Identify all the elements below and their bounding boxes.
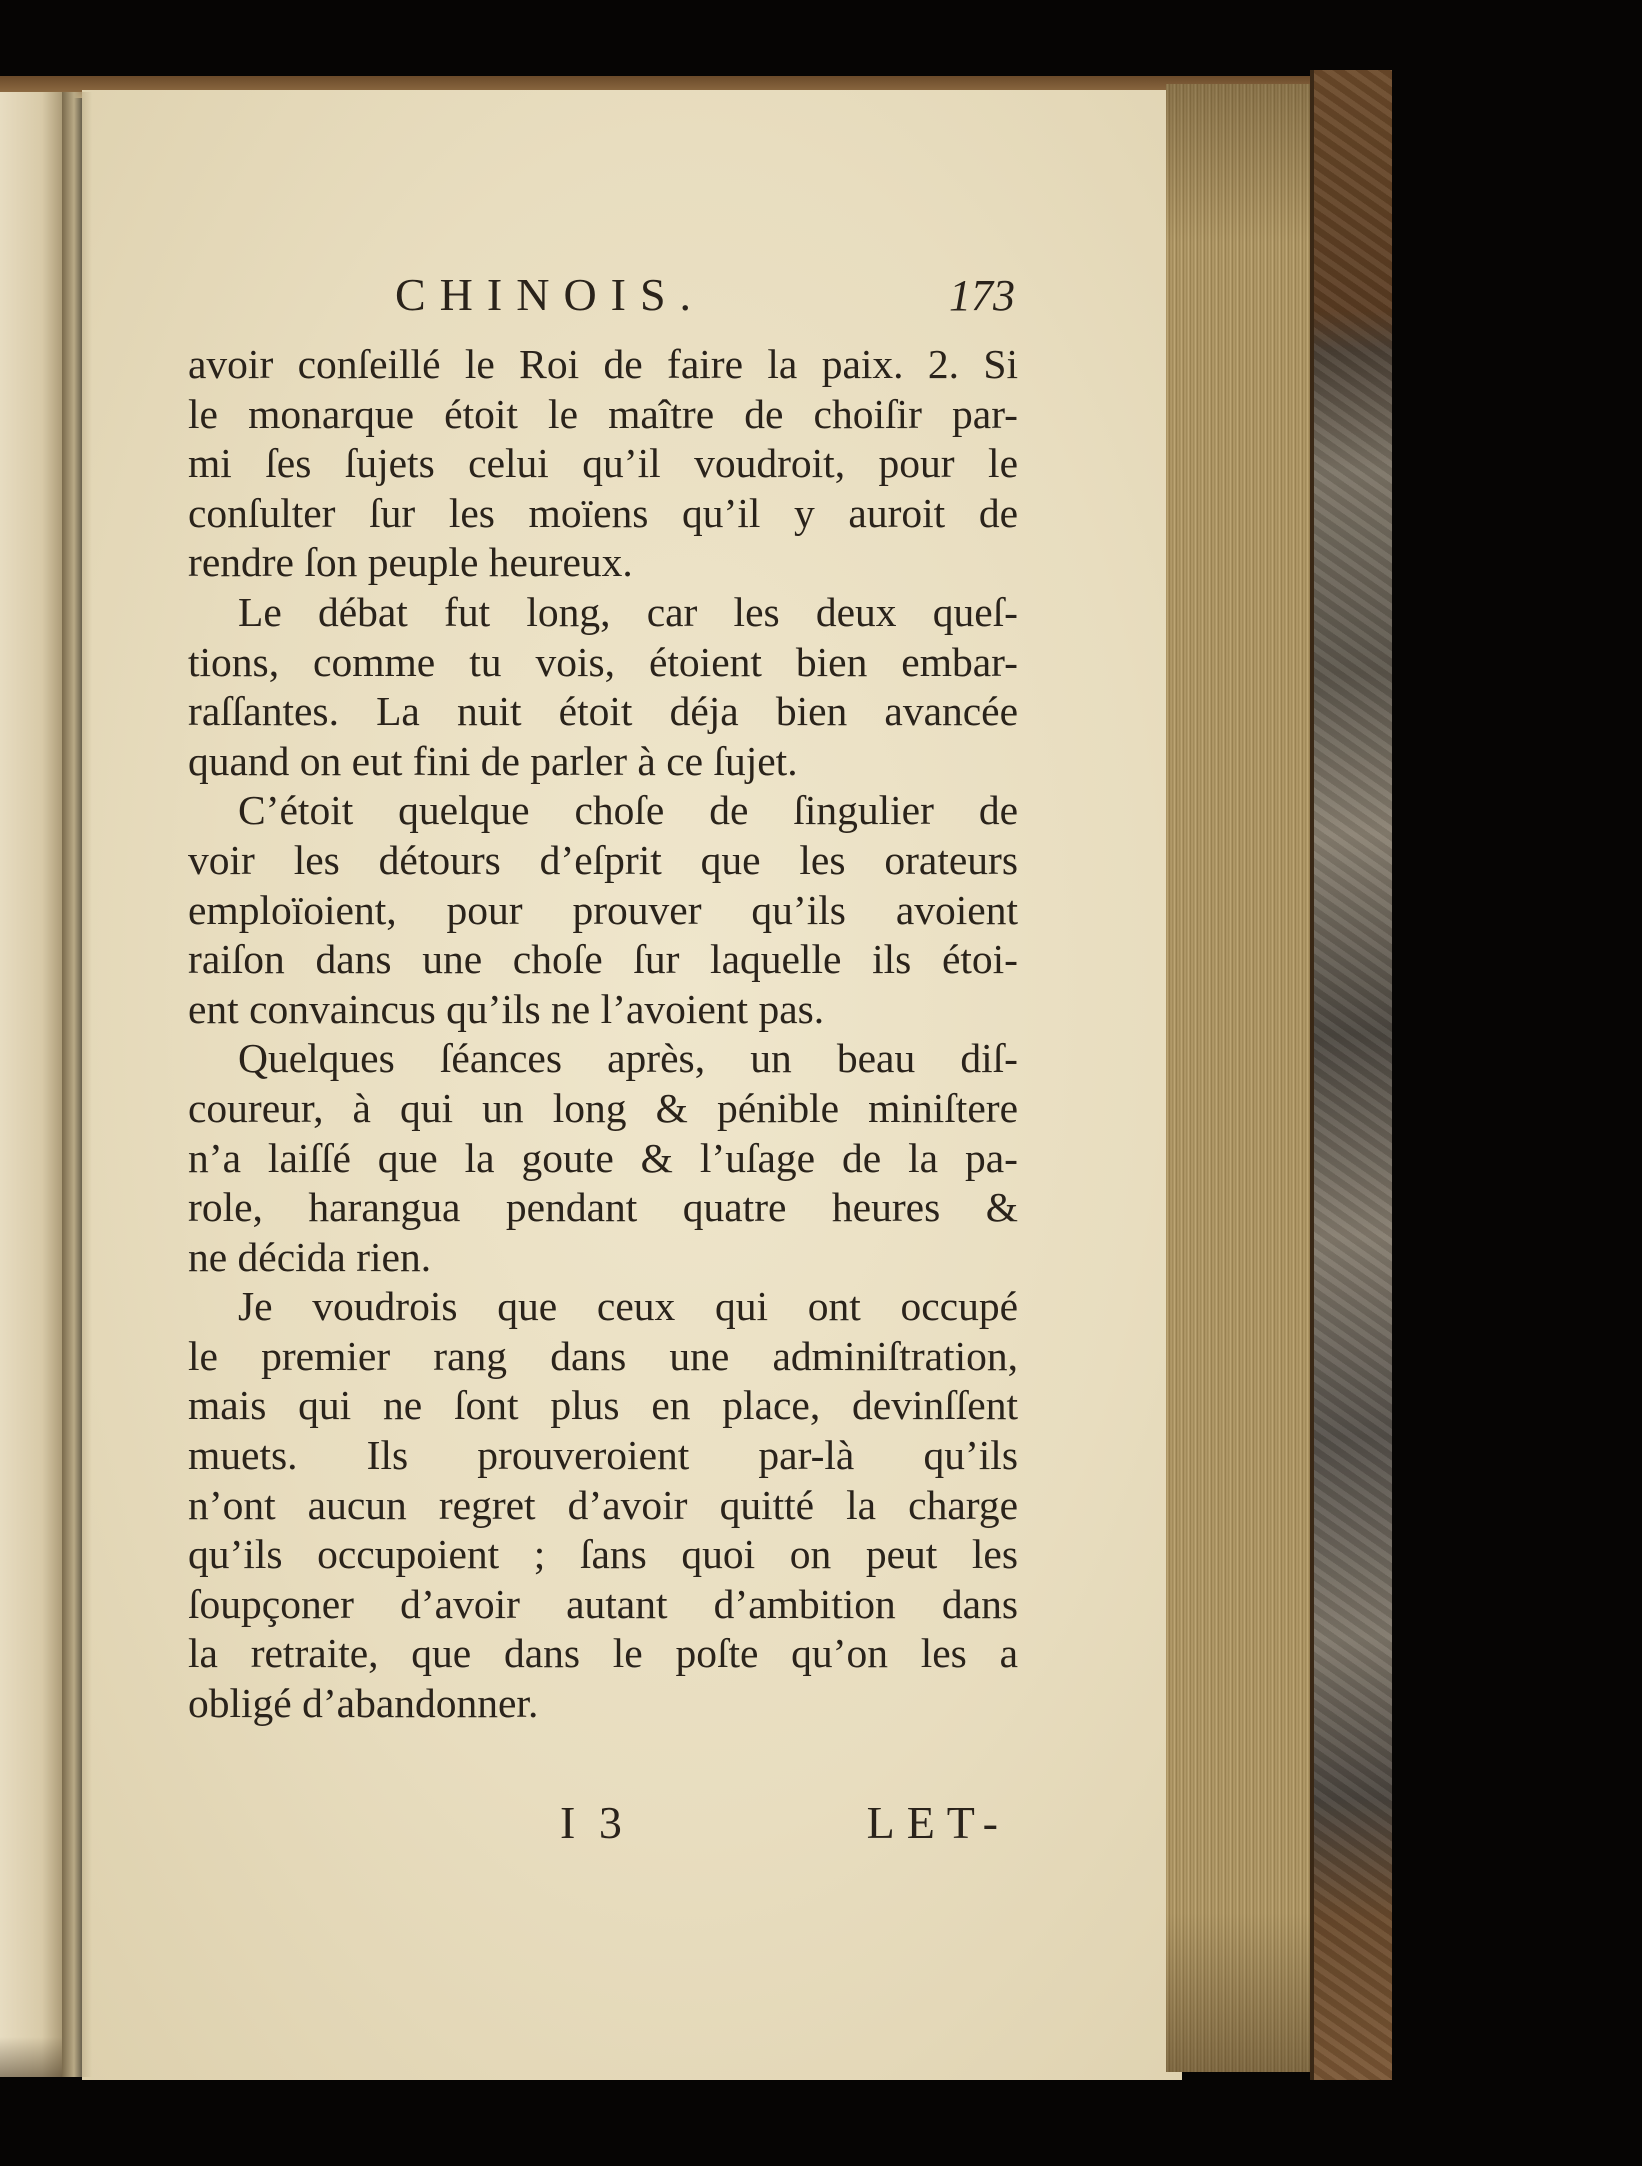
- text-line: ent convaincus qu’ils ne l’avoient pas.: [188, 985, 825, 1032]
- text-line: C’étoit quelque choſe de ſingulier de: [238, 787, 1018, 834]
- text-line: n’ont aucun regret d’avoir quitté la charge: [188, 1481, 1018, 1528]
- left-page-edge: [0, 92, 70, 2077]
- text-line: tions, comme tu vois, étoient bien embar-: [188, 638, 1018, 685]
- gutter-shadow: [62, 92, 92, 2077]
- text-line: Je voudrois que ceux qui ont occupé: [238, 1283, 1018, 1330]
- text-line: rendre ſon peuple heureux.: [188, 539, 633, 586]
- page-number: 173: [949, 271, 1015, 320]
- text-line: le monarque étoit le maître de choiſir par-: [188, 390, 1018, 437]
- text-line: le premier rang dans une adminiſtration,: [188, 1332, 1018, 1379]
- text-line: n’a laiſſé que la goute & l’uſage de la pa-: [188, 1134, 1018, 1181]
- text-line: voir les détours d’eſprit que les orateurs: [188, 836, 1018, 883]
- text-line: la retraite, que dans le poſte qu’on les a: [188, 1630, 1018, 1677]
- text-line: quand on eut fini de parler à ce ſujet.: [188, 737, 798, 784]
- text-line: emploïoient, pour prouver qu’ils avoient: [188, 886, 1018, 933]
- signature-mark: I 3: [560, 1797, 628, 1848]
- marbled-back-cover: [1310, 70, 1392, 2080]
- text-line: conſulter ſur les moïens qu’il y auroit de: [188, 489, 1018, 536]
- text-line: raſſantes. La nuit étoit déja bien avancée: [188, 688, 1018, 735]
- text-line: avoir conſeillé le Roi de faire la paix. 2. Si: [188, 341, 1018, 387]
- body-text: [188, 340, 1018, 1729]
- text-line: Quelques ſéances après, un beau diſ-: [238, 1035, 1018, 1082]
- text-line: coureur, à qui un long & pénible miniſtere: [188, 1084, 1018, 1131]
- page-footer: [560, 1796, 1010, 1856]
- text-line: mais qui ne ſont plus en place, devinſſent: [188, 1382, 1018, 1429]
- text-line: raiſon dans une choſe ſur laquelle ils étoi-: [188, 936, 1018, 983]
- text-line: muets. Ils prouveroient par-là qu’ils: [188, 1432, 1018, 1479]
- text-line: qu’ils occupoient ; ſans quoi on peut les: [188, 1531, 1018, 1578]
- text-line: ſoupçoner d’avoir autant d’ambition dans: [188, 1580, 1018, 1627]
- catchword: LET-: [866, 1797, 1010, 1848]
- running-head: [395, 268, 1015, 328]
- text-line: role, harangua pendant quatre heures &: [188, 1184, 1018, 1231]
- running-title: CHINOIS.: [395, 269, 706, 320]
- text-line: ne décida rien.: [188, 1233, 432, 1280]
- text-line: Le débat fut long, car les deux queſ-: [238, 588, 1018, 635]
- page-fore-edge: [1166, 84, 1314, 2072]
- text-line: mi ſes ſujets celui qu’il voudroit, pour le: [188, 440, 1018, 487]
- text-line: obligé d’abandonner.: [188, 1680, 539, 1727]
